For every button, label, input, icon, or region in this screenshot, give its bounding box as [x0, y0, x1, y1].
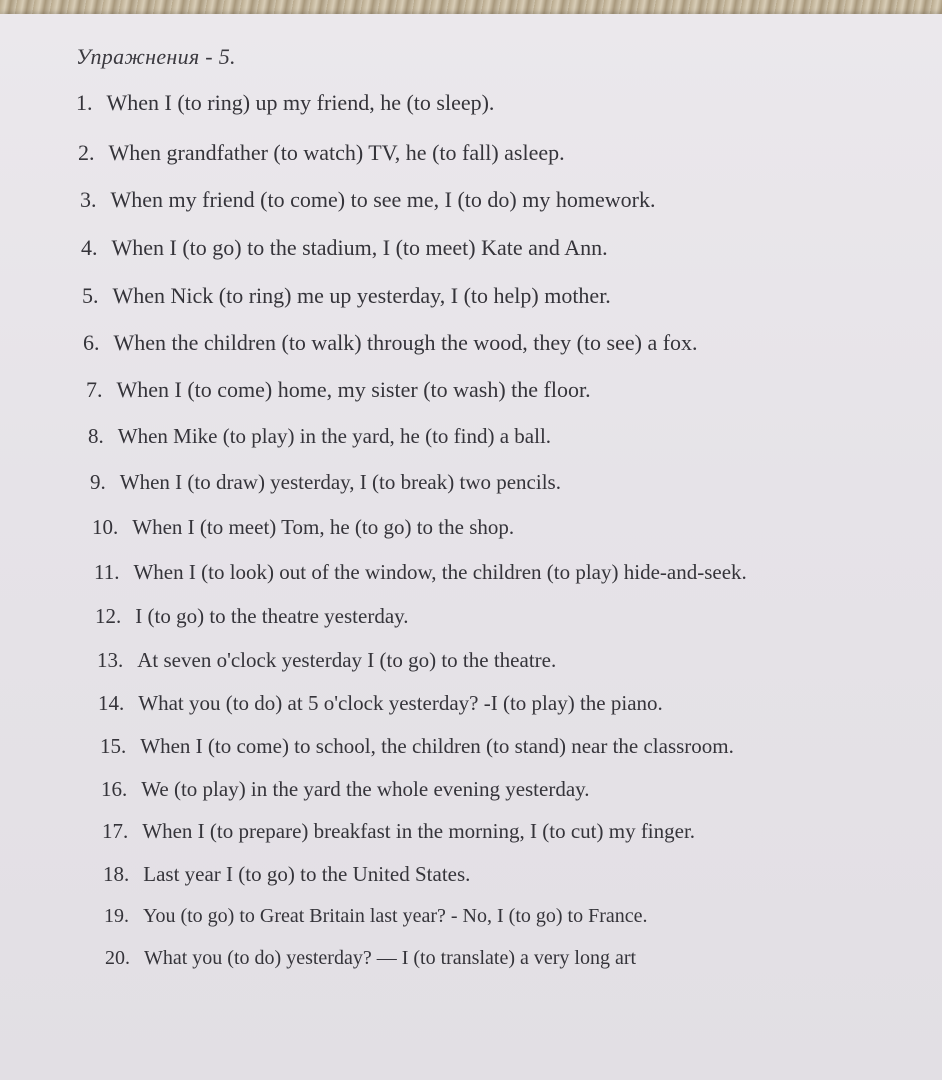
- item-text: What you (to do) at 5 o'clock yesterday? -I (to play) the piano.: [138, 691, 663, 715]
- item-number: 4.: [81, 235, 98, 260]
- list-item: [83, 330, 698, 356]
- item-number: 16.: [101, 777, 128, 801]
- list-item: [81, 235, 608, 261]
- item-text: When Nick (to ring) me up yesterday, I (to help) mother.: [112, 283, 611, 308]
- list-item: [78, 140, 565, 166]
- list-item: [86, 377, 591, 403]
- item-number: 6.: [83, 330, 100, 355]
- item-text: When I (to go) to the stadium, I (to meet) Kate and Ann.: [111, 235, 608, 260]
- list-item: [76, 90, 494, 116]
- item-number: 13.: [97, 648, 124, 672]
- list-item: [102, 818, 695, 844]
- item-number: 1.: [76, 90, 93, 115]
- item-number: 12.: [95, 604, 122, 628]
- list-item: [88, 423, 551, 449]
- item-text: We (to play) in the yard the whole evening yesterday.: [141, 777, 590, 801]
- item-text: When grandfather (to watch) TV, he (to fall) asleep.: [108, 140, 565, 165]
- item-number: 9.: [90, 470, 106, 494]
- item-text: What you (to do) yesterday? — I (to translate) a very long art: [144, 947, 637, 969]
- item-text: When my friend (to come) to see me, I (to do) my homework.: [110, 187, 656, 212]
- item-number: 18.: [103, 862, 130, 886]
- item-text: When Mike (to play) in the yard, he (to find) a ball.: [117, 424, 552, 448]
- list-item: [97, 647, 556, 673]
- item-text: When I (to come) home, my sister (to wash) the floor.: [116, 377, 591, 402]
- list-item: [104, 903, 648, 929]
- item-text: When I (to draw) yesterday, I (to break) two pencils.: [119, 470, 561, 494]
- item-number: 10.: [92, 515, 119, 539]
- item-number: 8.: [88, 424, 104, 448]
- item-number: 2.: [78, 140, 95, 165]
- item-number: 19.: [104, 905, 129, 927]
- item-number: 11.: [94, 560, 120, 584]
- item-text: When I (to prepare) breakfast in the morning, I (to cut) my finger.: [142, 819, 696, 843]
- item-text: When I (to look) out of the window, the children (to play) hide-and-seek.: [133, 560, 747, 584]
- page-title: Упражнения - 5.: [76, 44, 236, 69]
- list-item: [100, 733, 734, 759]
- list-item: [82, 283, 611, 309]
- list-item: [94, 559, 747, 585]
- list-item: [101, 776, 590, 802]
- item-text: Last year I (to go) to the United States.: [143, 862, 471, 886]
- item-text: At seven o'clock yesterday I (to go) to the theatre.: [137, 648, 557, 672]
- item-text: When I (to ring) up my friend, he (to sleep).: [106, 90, 495, 115]
- list-item: [103, 861, 470, 887]
- item-number: 17.: [102, 819, 129, 843]
- item-number: 3.: [80, 187, 97, 212]
- item-number: 20.: [105, 947, 130, 969]
- item-number: 15.: [100, 734, 127, 758]
- list-item: [90, 469, 561, 495]
- item-text: When the children (to walk) through the wood, they (to see) a fox.: [113, 330, 698, 355]
- item-number: 5.: [82, 283, 99, 308]
- item-number: 7.: [86, 377, 103, 402]
- list-item: [92, 514, 514, 540]
- list-item: [105, 945, 636, 971]
- item-text: When I (to come) to school, the children (to stand) near the classroom.: [140, 734, 734, 758]
- item-text: I (to go) to the theatre yesterday.: [135, 604, 409, 628]
- list-item: [98, 690, 663, 716]
- list-item: [80, 187, 655, 213]
- item-number: 14.: [98, 691, 125, 715]
- list-item: [95, 603, 409, 629]
- item-text: You (to go) to Great Britain last year? - No, I (to go) to France.: [143, 905, 648, 927]
- item-text: When I (to meet) Tom, he (to go) to the shop.: [132, 515, 515, 539]
